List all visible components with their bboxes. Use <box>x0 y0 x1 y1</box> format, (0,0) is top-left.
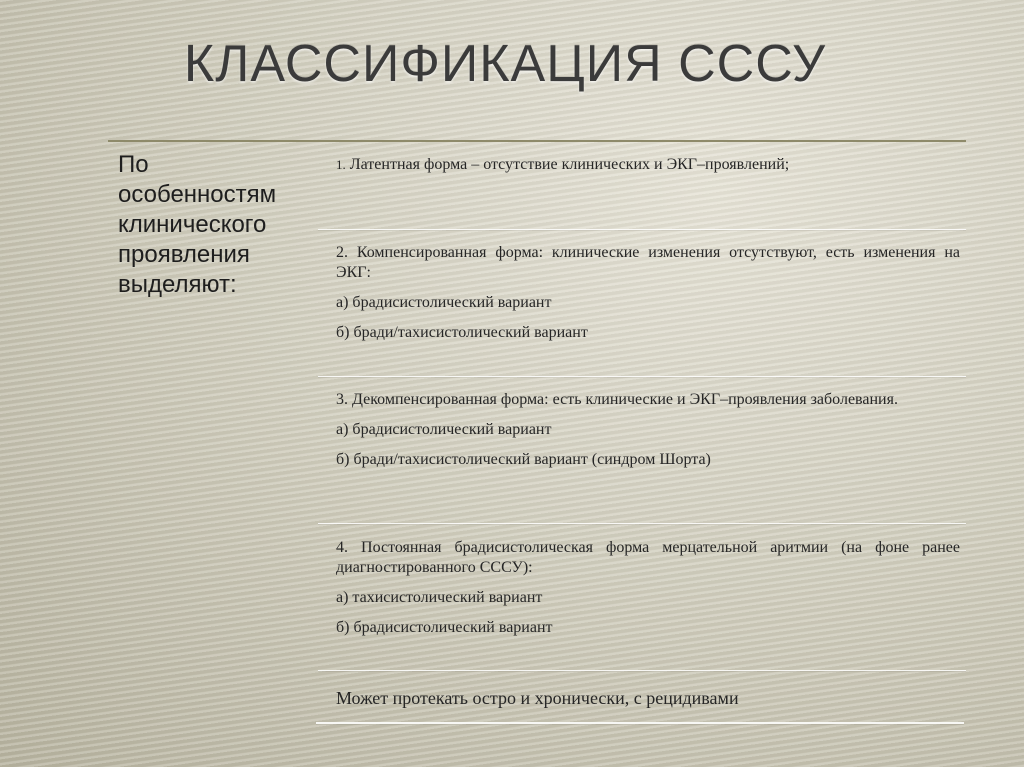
form-number: 1. <box>336 157 346 172</box>
form-number: 2. <box>336 244 348 261</box>
form-number: 4. <box>336 539 348 556</box>
variant-b: б) брадисистолический вариант <box>336 619 553 636</box>
row-separator <box>318 376 966 377</box>
form-item-2 <box>336 243 960 353</box>
form-item-4 <box>336 538 960 648</box>
form-item-3 <box>336 390 960 480</box>
slide-title: КЛАССИФИКАЦИЯ СССУ <box>183 35 827 93</box>
form-text: Постоянная брадисистолическая форма мерцательной аритмии (на фоне ранее диагностированного СССУ): <box>336 539 961 576</box>
variant-a: а) брадисистолический вариант <box>336 421 552 438</box>
variant-a: а) брадисистолический вариант <box>336 294 552 311</box>
variant-b: б) бради/тахисистолический вариант <box>336 324 588 341</box>
form-text: Компенсированная форма: клинические изменения отсутствуют, есть изменения на ЭКГ: <box>336 244 961 281</box>
row-separator <box>318 670 966 671</box>
variant-a: а) тахисистолический вариант <box>336 589 543 606</box>
form-number: 3. <box>336 391 348 408</box>
summary-text: Может протекать остро и хронически, с рецидивами <box>336 688 739 708</box>
row-separator <box>318 523 966 524</box>
table-bottom-rule <box>316 722 964 724</box>
form-text: Латентная форма – отсутствие клинических и ЭКГ–проявлений; <box>349 156 790 173</box>
variant-b: б) бради/тахисистолический вариант (синдром Шорта) <box>336 451 711 468</box>
left-header-cell: По особенностям клинического проявления выделяют: <box>118 151 277 298</box>
row-separator <box>318 229 966 230</box>
form-text: Декомпенсированная форма: есть клинические и ЭКГ–проявления заболевания. <box>352 391 898 408</box>
form-item-1 <box>336 155 960 185</box>
title-underline <box>108 140 966 142</box>
